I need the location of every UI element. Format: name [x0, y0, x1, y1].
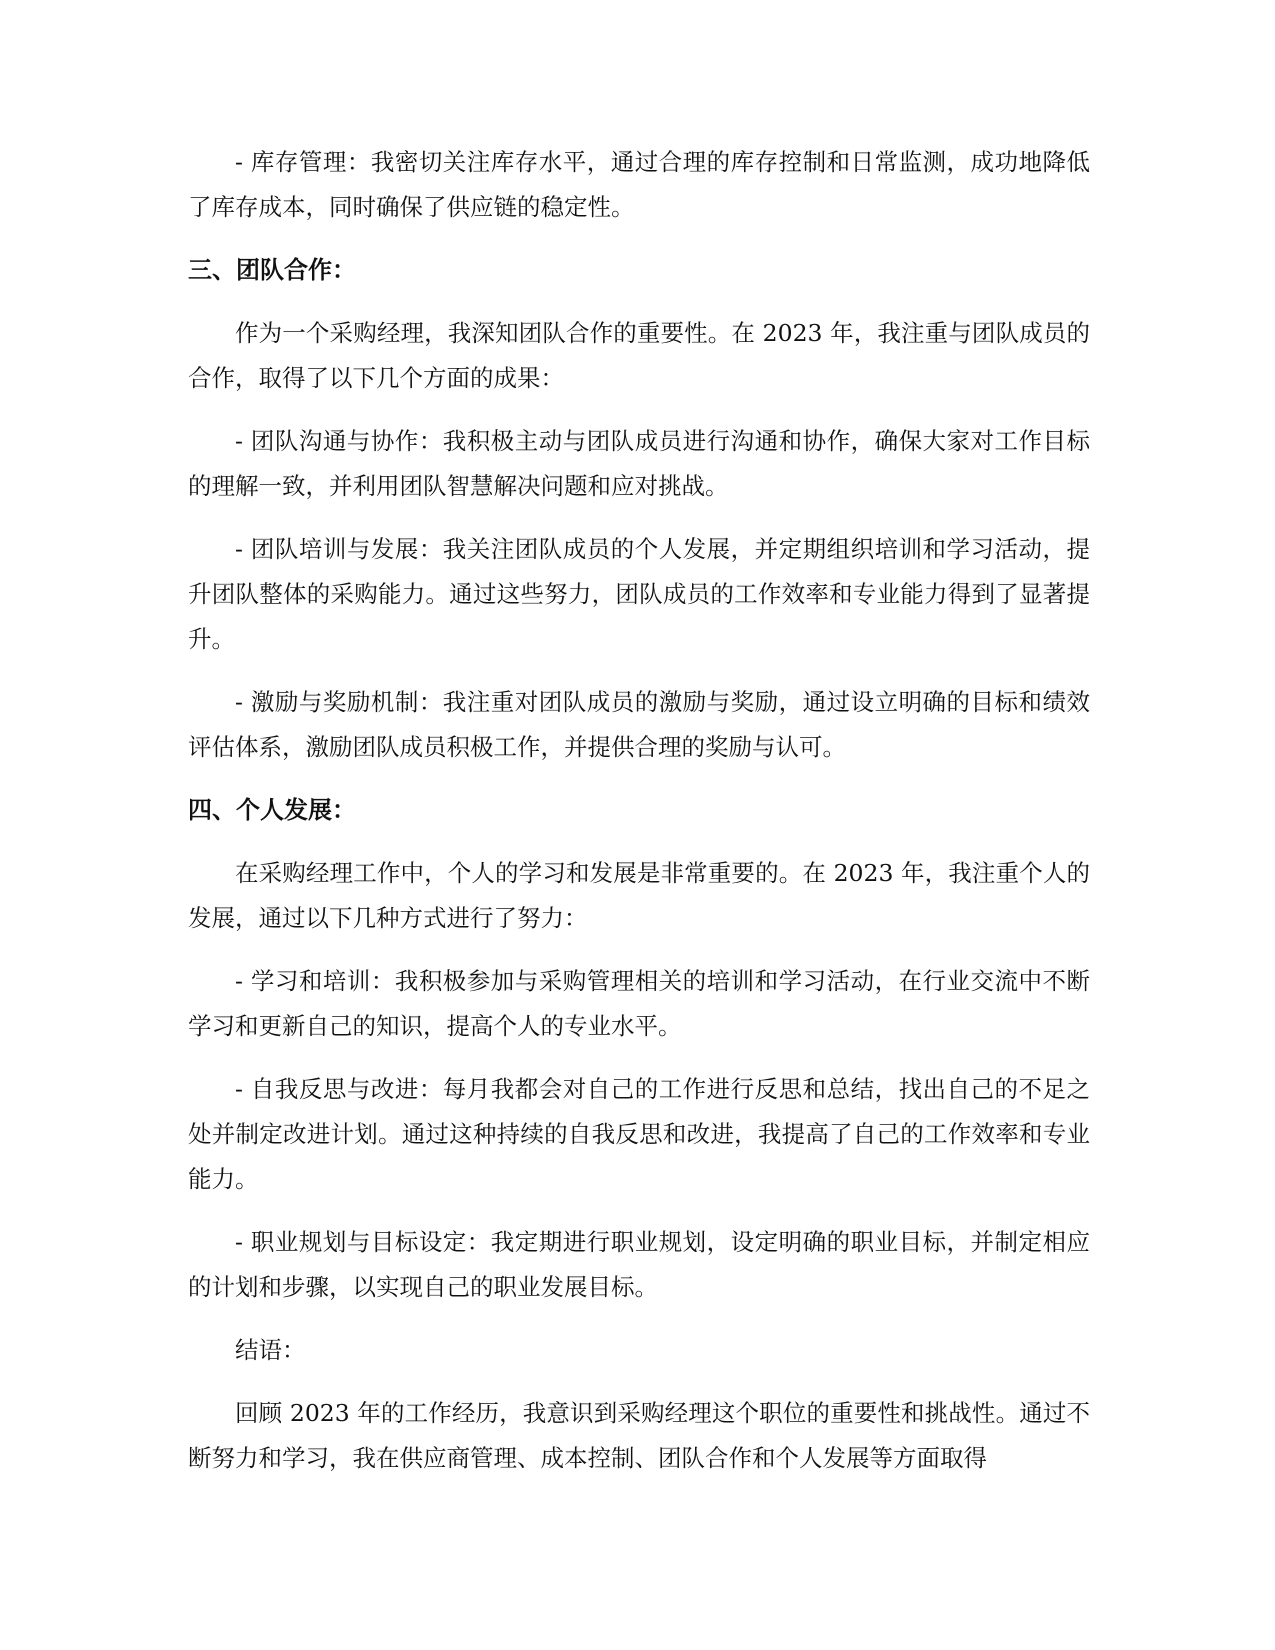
document-page	[188, 140, 1090, 1499]
paragraph-conclusion-label: 结语：	[235, 1336, 306, 1364]
paragraph-career-planning: - 职业规划与目标设定：我定期进行职业规划，设定明确的职业目标，并制定相应的计划和步骤，以实现自己的职业发展目标。	[188, 1228, 1090, 1301]
paragraph-self-reflection: - 自我反思与改进：每月我都会对自己的工作进行反思和总结，找出自己的不足之处并制定改进计划。通过这种持续的自我反思和改进，我提高了自己的工作效率和专业能力。	[188, 1075, 1090, 1193]
paragraph-inventory-management: - 库存管理：我密切关注库存水平，通过合理的库存控制和日常监测，成功地降低了库存成本，同时确保了供应链的稳定性。	[188, 148, 1090, 221]
section-heading-personal-development: 四、个人发展：	[188, 796, 356, 824]
paragraph-learning-training: - 学习和培训：我积极参加与采购管理相关的培训和学习活动，在行业交流中不断学习和更新自己的知识，提高个人的专业水平。	[188, 967, 1090, 1040]
paragraph-personal-development-intro: 在采购经理工作中，个人的学习和发展是非常重要的。在 2023 年，我注重个人的发展，通过以下几种方式进行了努力：	[188, 859, 1090, 932]
paragraph-conclusion: 回顾 2023 年的工作经历，我意识到采购经理这个职位的重要性和挑战性。通过不断努力和学习，我在供应商管理、成本控制、团队合作和个人发展等方面取得	[188, 1399, 1090, 1472]
paragraph-team-communication: - 团队沟通与协作：我积极主动与团队成员进行沟通和协作，确保大家对工作目标的理解一致，并利用团队智慧解决问题和应对挑战。	[188, 427, 1090, 500]
paragraph-team-training: - 团队培训与发展：我关注团队成员的个人发展，并定期组织培训和学习活动，提升团队整体的采购能力。通过这些努力，团队成员的工作效率和专业能力得到了显著提升。	[188, 535, 1090, 653]
paragraph-teamwork-intro: 作为一个采购经理，我深知团队合作的重要性。在 2023 年，我注重与团队成员的合作，取得了以下几个方面的成果：	[188, 319, 1090, 392]
paragraph-incentive-mechanism: - 激励与奖励机制：我注重对团队成员的激励与奖励，通过设立明确的目标和绩效评估体系，激励团队成员积极工作，并提供合理的奖励与认可。	[188, 688, 1090, 761]
section-heading-teamwork: 三、团队合作：	[188, 256, 356, 284]
